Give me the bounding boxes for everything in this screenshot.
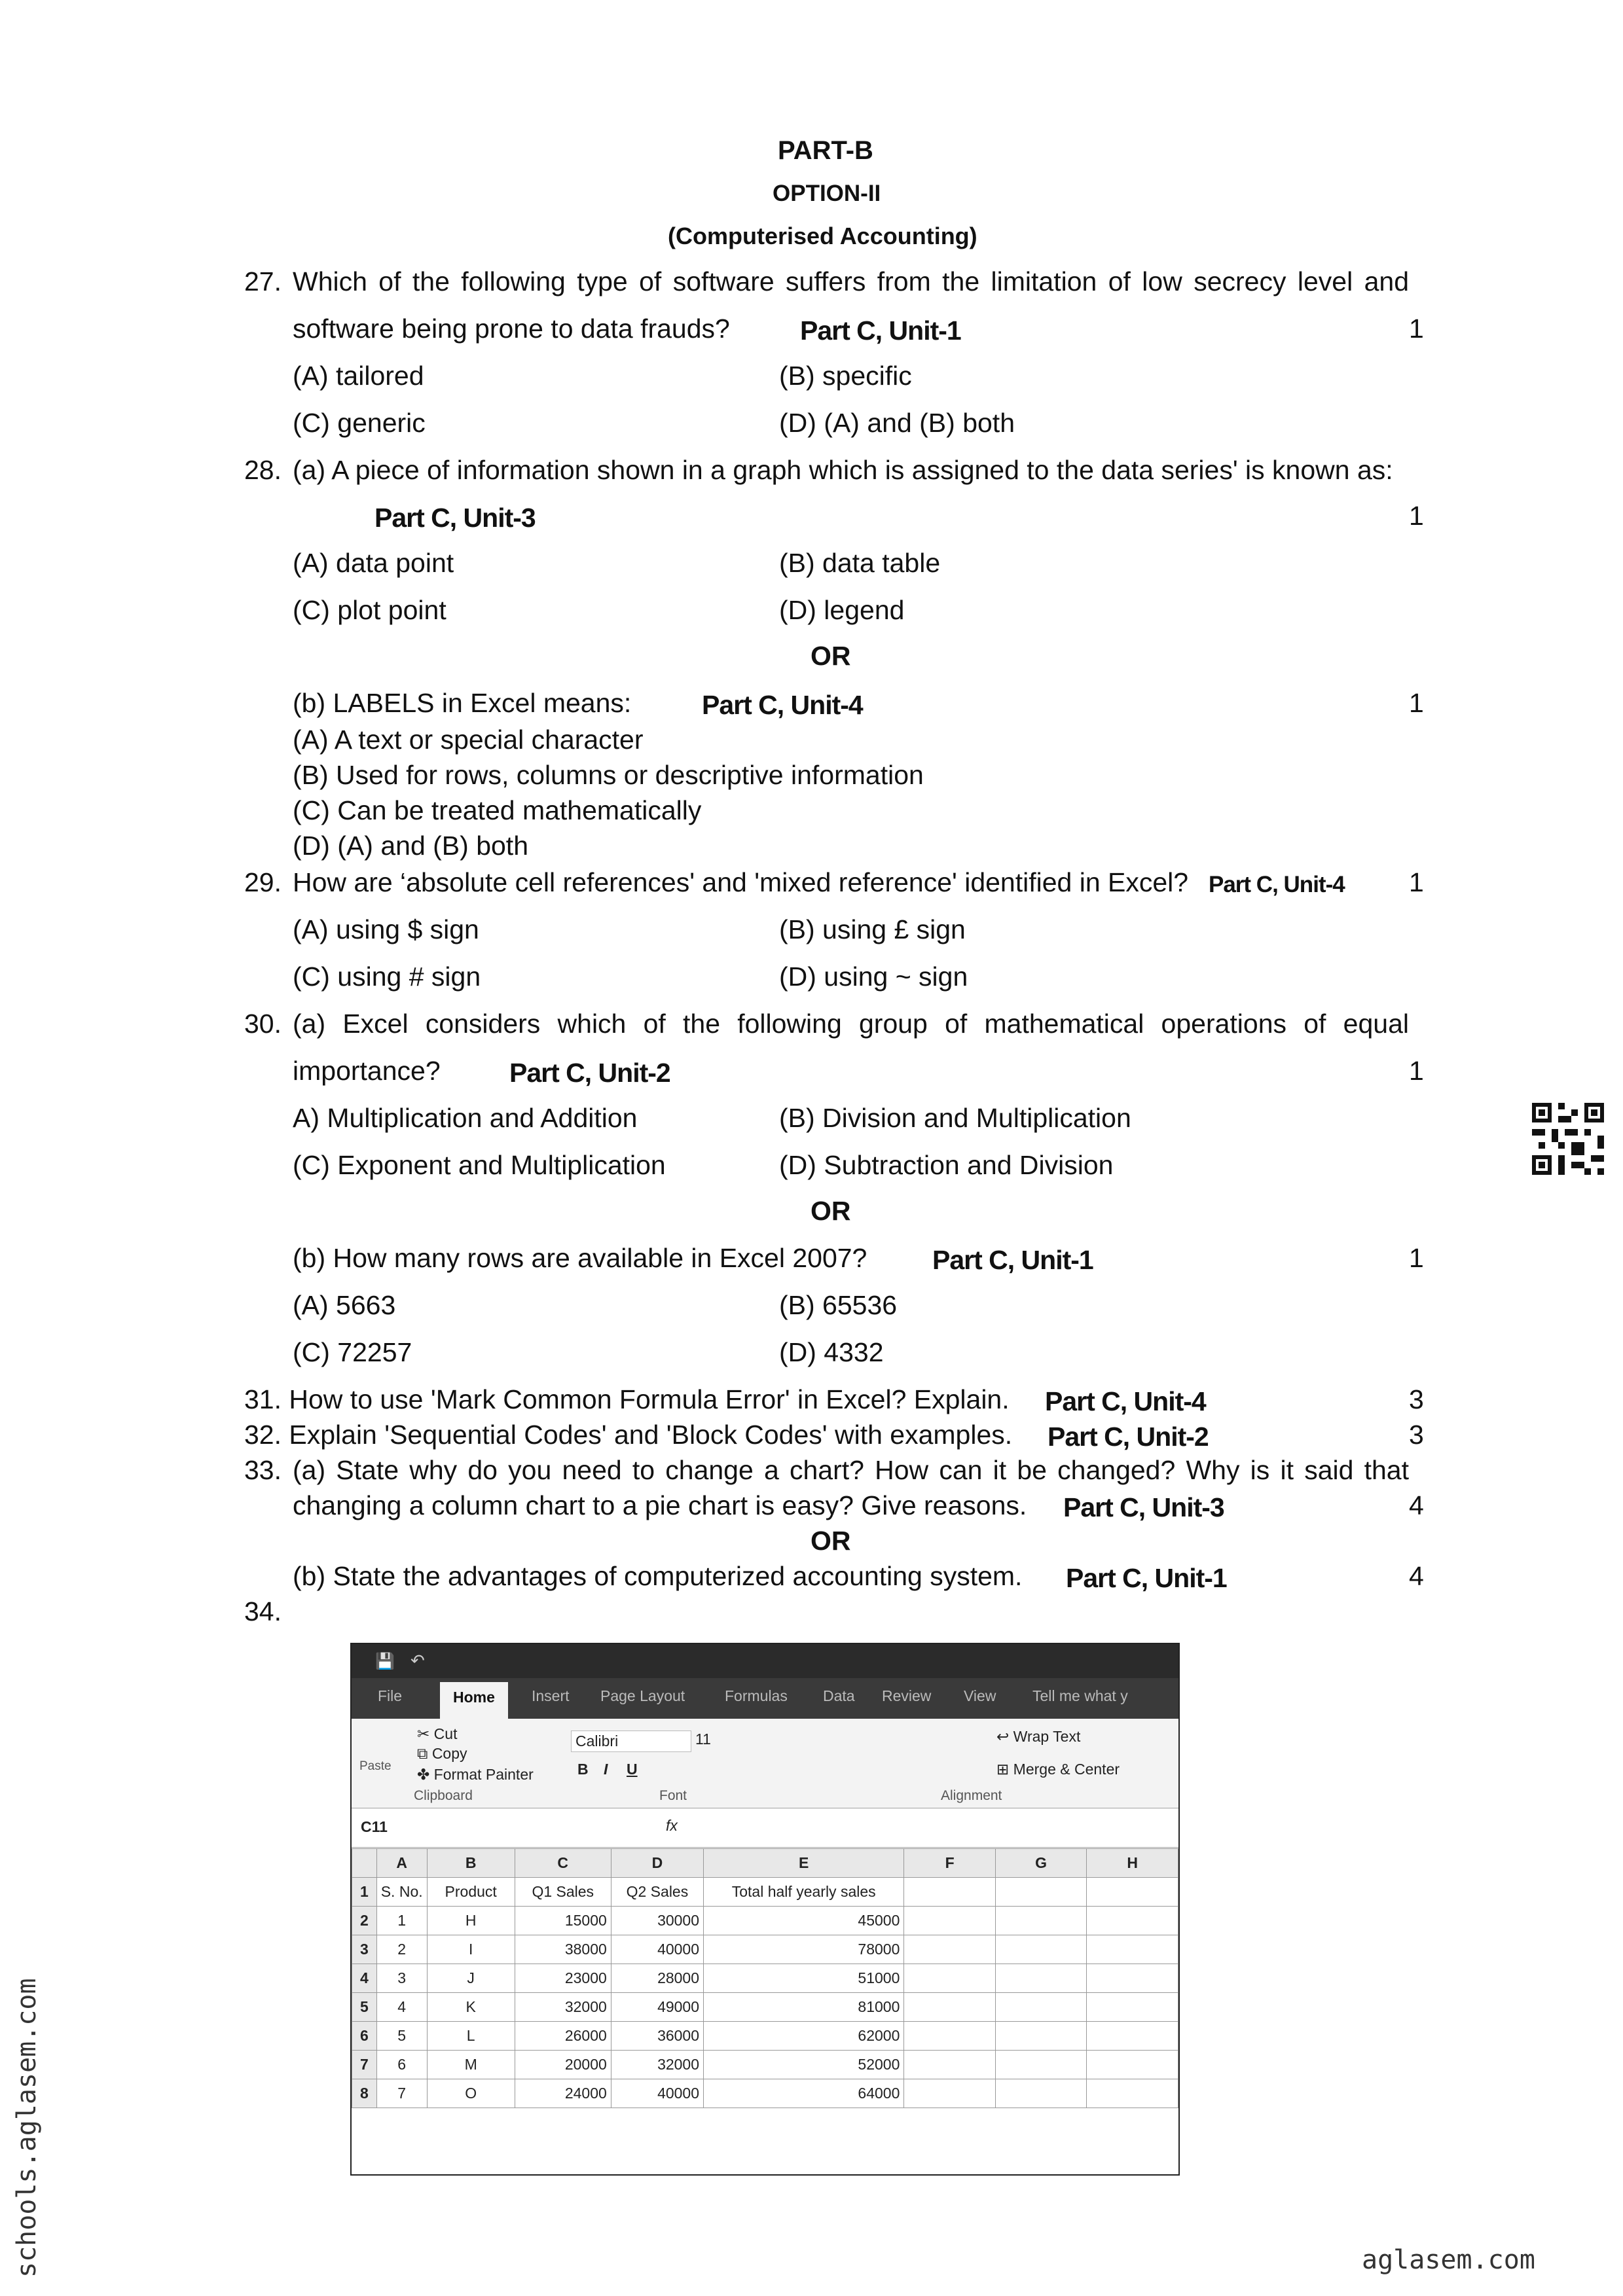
cell[interactable]: 2 [376, 1935, 427, 1964]
cell[interactable]: 24000 [515, 2079, 611, 2108]
row-header[interactable]: 8 [352, 2079, 377, 2108]
cell[interactable]: H [427, 1907, 515, 1935]
empty-cell[interactable] [995, 1935, 1087, 1964]
cell[interactable]: L [427, 2022, 515, 2051]
q28a-option-d: (D) legend [779, 595, 905, 625]
cell[interactable]: 15000 [515, 1907, 611, 1935]
q30b-option-d: (D) 4332 [779, 1337, 884, 1367]
q27-number: 27. [244, 266, 282, 296]
table-row [352, 2079, 1178, 2108]
cell[interactable]: 30000 [611, 1907, 703, 1935]
wrap-text-label: Wrap Text [1013, 1728, 1081, 1745]
q32-unit: Part C, Unit-2 [1048, 1422, 1209, 1452]
cell[interactable]: 32000 [515, 1993, 611, 2022]
tell-me-box[interactable]: Tell me what y [1032, 1687, 1128, 1704]
q28a-text: (a) A piece of information shown in a graph which is assigned to the data series' is known as: [293, 455, 1393, 485]
empty-cell[interactable] [904, 1993, 995, 2022]
q28a-option-a: (A) data point [293, 548, 454, 578]
cell[interactable]: 78000 [704, 1935, 904, 1964]
cell[interactable]: 28000 [611, 1964, 703, 1993]
q28b-option-d: (D) (A) and (B) both [293, 831, 528, 861]
q33b-unit: Part C, Unit-1 [1066, 1563, 1227, 1593]
italic-button[interactable]: I [604, 1761, 608, 1778]
cell[interactable]: 23000 [515, 1964, 611, 1993]
row-header[interactable]: 7 [352, 2051, 377, 2079]
q33a-marks: 4 [1409, 1490, 1424, 1520]
q32-marks: 3 [1409, 1420, 1424, 1450]
q33-or: OR [811, 1526, 851, 1556]
q28a-option-b: (B) data table [779, 548, 941, 578]
formula-bar [352, 1809, 1178, 1848]
cut-button[interactable] [417, 1725, 457, 1743]
empty-cell[interactable] [995, 1907, 1087, 1935]
fx-icon: fx [666, 1817, 678, 1834]
brush-icon: ✤ [417, 1766, 434, 1783]
q31-unit: Part C, Unit-4 [1045, 1386, 1206, 1416]
q28b-option-c: (C) Can be treated mathematically [293, 795, 702, 825]
cell[interactable]: 40000 [611, 1935, 703, 1964]
q27-unit: Part C, Unit-1 [800, 315, 961, 346]
q28a-option-c: (C) plot point [293, 595, 447, 625]
part-heading: PART-B [778, 136, 873, 165]
q28b-marks: 1 [1409, 688, 1424, 718]
copy-icon: ⧉ [417, 1745, 432, 1762]
q30a-unit: Part C, Unit-2 [509, 1058, 670, 1088]
scissors-icon: ✂ [417, 1725, 434, 1742]
empty-cell[interactable] [1087, 1993, 1178, 2022]
q29-option-c: (C) using # sign [293, 961, 481, 992]
subject-heading: (Computerised Accounting) [668, 223, 977, 249]
cell[interactable]: 5 [376, 2022, 427, 2051]
cell[interactable]: J [427, 1964, 515, 1993]
tab-file[interactable]: File [378, 1687, 403, 1704]
cell[interactable]: 20000 [515, 2051, 611, 2079]
paste-button[interactable]: Paste [359, 1759, 392, 1773]
col-header-c[interactable]: C [515, 1849, 611, 1878]
col-header-a[interactable]: A [376, 1849, 427, 1878]
tab-home[interactable]: Home [440, 1682, 508, 1719]
header-cell[interactable]: Q2 Sales [611, 1878, 703, 1907]
tab-formulas[interactable]: Formulas [725, 1687, 788, 1704]
q28b-option-a: (A) A text or special character [293, 725, 644, 755]
col-header-f[interactable]: F [904, 1849, 995, 1878]
table-row [352, 2051, 1178, 2079]
q27-line2: software being prone to data frauds? [293, 314, 730, 344]
q33b-marks: 4 [1409, 1561, 1424, 1591]
q30b-option-a: (A) 5663 [293, 1290, 396, 1320]
empty-cell[interactable] [995, 2051, 1087, 2079]
name-box[interactable]: C11 [361, 1818, 388, 1835]
cell[interactable]: 7 [376, 2079, 427, 2108]
q29-option-b: (B) using £ sign [779, 914, 966, 944]
q27-line1: Which of the following type of software suffers from the limitation of low secrecy level and [293, 266, 1409, 296]
wrap-text-button[interactable] [996, 1728, 1080, 1746]
cell[interactable]: 4 [376, 1993, 427, 2022]
q34-number: 34. [244, 1596, 282, 1626]
q27-option-c: (C) generic [293, 408, 426, 438]
q29-option-d: (D) using ~ sign [779, 961, 968, 992]
cell[interactable]: K [427, 1993, 515, 2022]
col-header-g[interactable]: G [995, 1849, 1087, 1878]
q28a-marks: 1 [1409, 501, 1424, 531]
q33-number: 33. [244, 1455, 282, 1485]
header-cell[interactable]: S. No. [376, 1878, 427, 1907]
q29-marks: 1 [1409, 867, 1424, 897]
empty-cell[interactable] [1087, 2051, 1178, 2079]
col-header-e[interactable]: E [704, 1849, 904, 1878]
empty-cell[interactable] [1087, 1878, 1178, 1907]
row-header[interactable]: 5 [352, 1993, 377, 2022]
q33a-unit: Part C, Unit-3 [1063, 1492, 1224, 1522]
wrap-icon: ↩ [996, 1728, 1013, 1745]
row-header[interactable]: 3 [352, 1935, 377, 1964]
clipboard-group-label: Clipboard [414, 1788, 473, 1803]
font-group-label: Font [659, 1788, 687, 1803]
empty-cell[interactable] [904, 2022, 995, 2051]
table-row [352, 1935, 1178, 1964]
bold-button[interactable]: B [577, 1761, 589, 1778]
underline-button[interactable]: U [627, 1761, 638, 1778]
row-header[interactable]: 4 [352, 1964, 377, 1993]
cell[interactable]: 1 [376, 1907, 427, 1935]
merge-icon: ⊞ [996, 1761, 1013, 1778]
q28b-text: (b) LABELS in Excel means: [293, 688, 632, 718]
cell[interactable]: 32000 [611, 2051, 703, 2079]
select-all-corner[interactable] [352, 1849, 377, 1878]
undo-icon: ↶ [410, 1651, 425, 1670]
cell[interactable]: O [427, 2079, 515, 2108]
empty-cell[interactable] [1087, 1935, 1178, 1964]
tab-view[interactable]: View [964, 1687, 996, 1704]
merge-center-label: Merge & Center [1013, 1761, 1120, 1778]
empty-cell[interactable] [995, 2079, 1087, 2108]
table-row [352, 1964, 1178, 1993]
row-header[interactable]: 6 [352, 2022, 377, 2051]
q33a-line1: (a) State why do you need to change a chart? How can it be changed? Why is it said that [293, 1455, 1409, 1485]
q29-option-a: (A) using $ sign [293, 914, 479, 944]
q30a-line2: importance? [293, 1056, 441, 1086]
q30b-option-b: (B) 65536 [779, 1290, 898, 1320]
cell[interactable]: 51000 [704, 1964, 904, 1993]
format-painter-button[interactable] [417, 1766, 534, 1784]
cell[interactable]: 26000 [515, 2022, 611, 2051]
table-row [352, 2022, 1178, 2051]
excel-ribbon-tabs [352, 1678, 1178, 1719]
empty-cell[interactable] [995, 2022, 1087, 2051]
q30-number: 30. [244, 1009, 282, 1039]
empty-cell[interactable] [995, 1964, 1087, 1993]
cell[interactable]: 64000 [704, 2079, 904, 2108]
row-header[interactable]: 2 [352, 1907, 377, 1935]
cell[interactable]: 38000 [515, 1935, 611, 1964]
cell[interactable]: 49000 [611, 1993, 703, 2022]
header-cell[interactable]: Product [427, 1878, 515, 1907]
header-cell[interactable]: Q1 Sales [515, 1878, 611, 1907]
q28b-option-b: (B) Used for rows, columns or descriptive information [293, 760, 924, 790]
tab-data[interactable]: Data [823, 1687, 855, 1704]
empty-cell[interactable] [995, 1993, 1087, 2022]
q28a-unit: Part C, Unit-3 [374, 503, 536, 533]
excel-title-bar [352, 1644, 1178, 1678]
cell[interactable]: 3 [376, 1964, 427, 1993]
q31-text: 31. How to use 'Mark Common Formula Error' in Excel? Explain. [244, 1384, 1010, 1414]
cell[interactable]: 62000 [704, 2022, 904, 2051]
q30-or: OR [811, 1196, 851, 1226]
qr-code-icon [1532, 1103, 1604, 1175]
excel-ribbon [352, 1719, 1178, 1808]
copy-label: Copy [431, 1745, 467, 1762]
table-row [352, 1993, 1178, 2022]
q29-text: How are ‘absolute cell references' and 'mixed reference' identified in Excel? [293, 867, 1189, 897]
empty-cell[interactable] [904, 1878, 995, 1907]
tab-insert[interactable]: Insert [532, 1687, 570, 1704]
empty-cell[interactable] [1087, 2022, 1178, 2051]
header-cell[interactable]: Total half yearly sales [704, 1878, 904, 1907]
q30a-option-b: (B) Division and Multiplication [779, 1103, 1131, 1133]
q30b-option-c: (C) 72257 [293, 1337, 412, 1367]
worksheet-table [352, 1848, 1178, 2108]
option-heading: OPTION-II [773, 181, 881, 206]
font-size-select[interactable]: 11 [695, 1731, 711, 1748]
q33a-line2: changing a column chart to a pie chart is easy? Give reasons. [293, 1490, 1027, 1520]
cell[interactable]: 36000 [611, 2022, 703, 2051]
cell[interactable]: 6 [376, 2051, 427, 2079]
empty-cell[interactable] [904, 1964, 995, 1993]
font-name-select[interactable]: Calibri [571, 1731, 691, 1752]
q28b-unit: Part C, Unit-4 [702, 690, 863, 720]
format-painter-label: Format Painter [433, 1766, 534, 1783]
q30a-line1: (a) Excel considers which of the following group of mathematical operations of equal [293, 1009, 1409, 1039]
cell[interactable]: 52000 [704, 2051, 904, 2079]
q28-number: 28. [244, 455, 282, 485]
q27-option-b: (B) specific [779, 361, 912, 391]
merge-center-button[interactable] [996, 1761, 1120, 1778]
q30a-marks: 1 [1409, 1056, 1424, 1086]
q30a-option-c: (C) Exponent and Multiplication [293, 1150, 666, 1180]
worksheet-grid [352, 1848, 1178, 2174]
empty-cell[interactable] [1087, 2079, 1178, 2108]
q27-marks: 1 [1409, 314, 1424, 344]
col-header-h[interactable]: H [1087, 1849, 1178, 1878]
empty-cell[interactable] [904, 2079, 995, 2108]
empty-cell[interactable] [904, 2051, 995, 2079]
cell[interactable]: 40000 [611, 2079, 703, 2108]
excel-screenshot [350, 1643, 1180, 2176]
q29-number: 29. [244, 867, 282, 897]
table-row [352, 1907, 1178, 1935]
empty-cell[interactable] [904, 1935, 995, 1964]
q30b-text: (b) How many rows are available in Excel 2007? [293, 1243, 867, 1273]
tab-review[interactable]: Review [882, 1687, 932, 1704]
empty-cell[interactable] [995, 1878, 1087, 1907]
q27-option-d: (D) (A) and (B) both [779, 408, 1015, 438]
tab-page-layout[interactable]: Page Layout [600, 1687, 685, 1704]
side-watermark: schools.aglasem.com [12, 1978, 42, 2278]
q32-text: 32. Explain 'Sequential Codes' and 'Block Codes' with examples. [244, 1420, 1013, 1450]
cell[interactable]: 45000 [704, 1907, 904, 1935]
q31-marks: 3 [1409, 1384, 1424, 1414]
empty-cell[interactable] [1087, 1907, 1178, 1935]
cut-label: Cut [433, 1725, 458, 1742]
q33b-text: (b) State the advantages of computerized accounting system. [293, 1561, 1023, 1591]
q28-or: OR [811, 641, 851, 671]
q30a-option-a: A) Multiplication and Addition [293, 1103, 638, 1133]
save-icon: 💾 [375, 1653, 395, 1670]
copy-button[interactable] [417, 1745, 467, 1763]
bottom-watermark: aglasem.com [1362, 2245, 1535, 2275]
cell[interactable]: I [427, 1935, 515, 1964]
row-header[interactable]: 1 [352, 1878, 377, 1907]
col-header-d[interactable]: D [611, 1849, 703, 1878]
empty-cell[interactable] [1087, 1964, 1178, 1993]
col-header-b[interactable]: B [427, 1849, 515, 1878]
q27-option-a: (A) tailored [293, 361, 424, 391]
alignment-group-label: Alignment [941, 1788, 1002, 1803]
q29-unit: Part C, Unit-4 [1209, 872, 1345, 897]
cell[interactable]: 81000 [704, 1993, 904, 2022]
q30a-option-d: (D) Subtraction and Division [779, 1150, 1114, 1180]
cell[interactable]: M [427, 2051, 515, 2079]
q30b-unit: Part C, Unit-1 [932, 1245, 1093, 1275]
q30b-marks: 1 [1409, 1243, 1424, 1273]
empty-cell[interactable] [904, 1907, 995, 1935]
